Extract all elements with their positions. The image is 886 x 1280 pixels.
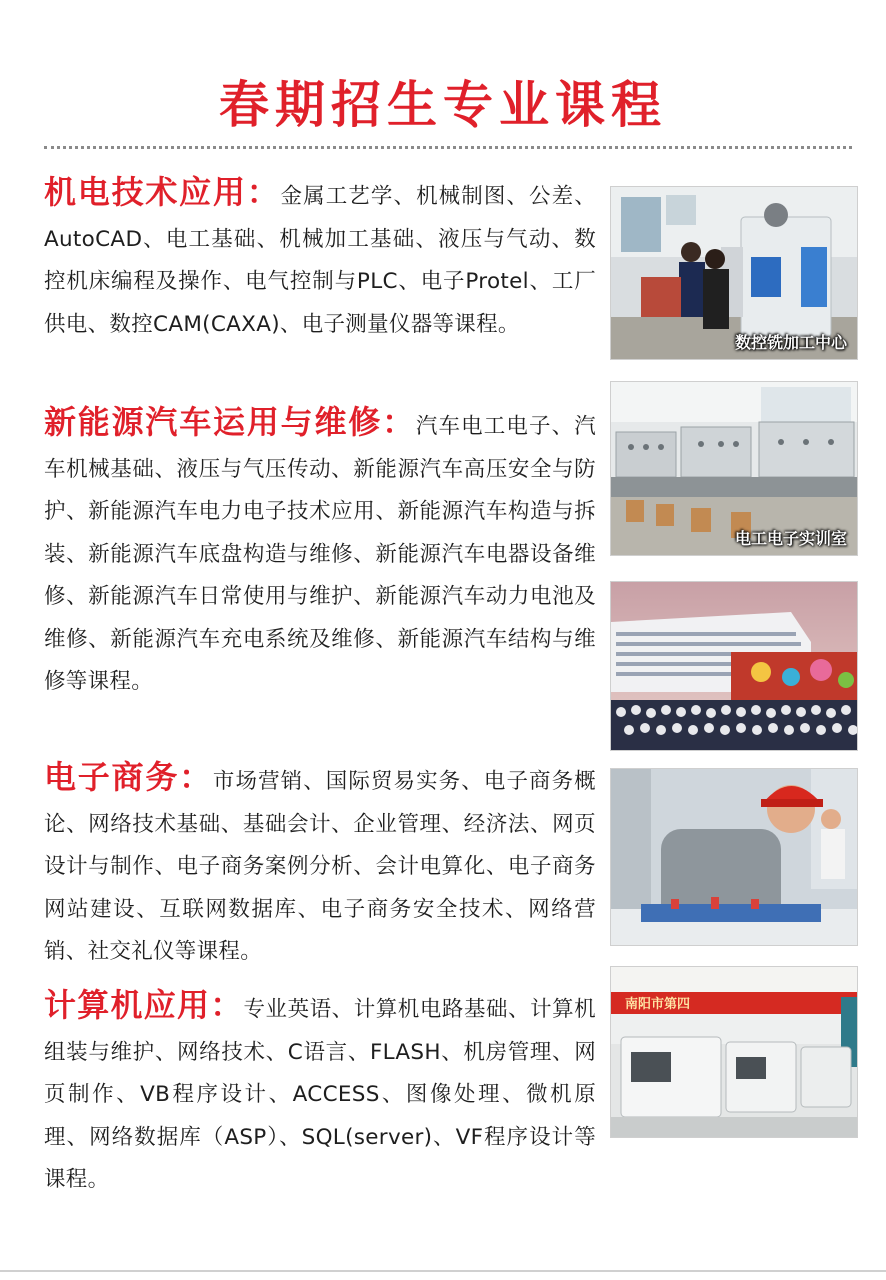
- photo-cruise-ship-group: [610, 581, 858, 751]
- section-paragraph: [44, 171, 596, 346]
- section-paragraph: [44, 401, 596, 704]
- section-e-commerce: [44, 756, 596, 974]
- photo-technician-at-workbench: [610, 768, 858, 946]
- section-computer-application: [44, 984, 596, 1202]
- photo-cnc-lathe-workshop: [610, 966, 858, 1138]
- banner-text: 南阳市第四: [625, 997, 691, 1012]
- photo-caption: 数控铣加工中心: [734, 333, 847, 352]
- section-title: 电子商务：: [44, 758, 213, 796]
- section-title: 新能源汽车运用与维修：: [44, 403, 416, 441]
- section-title: 计算机应用：: [44, 986, 244, 1024]
- bottom-divider: [0, 1270, 886, 1272]
- photo-electrical-training-room: [610, 381, 858, 556]
- section-mechatronics: [44, 171, 596, 346]
- photo-caption: 电工电子实训室: [734, 529, 847, 548]
- section-body: 金属工艺学、机械制图、公差、AutoCAD、电工基础、机械加工基础、液压与气动、数控机床编程及操作、电气控制与PLC、电子Protel、工厂供电、数控CAM(CAXA)、电子测量仪器等课程。: [44, 184, 596, 337]
- section-body: 汽车电工电子、汽车机械基础、液压与气压传动、新能源汽车高压安全与防护、新能源汽车电力电子技术应用、新能源汽车构造与拆装、新能源汽车底盘构造与维修、新能源汽车电器设备维修、新能源汽车日常使用与维护、新能源汽车动力电池及维修、新能源汽车充电系统及维修、新能源汽车结构与维修等课程。: [44, 414, 596, 694]
- section-new-energy-vehicle: [44, 401, 596, 704]
- section-body: 专业英语、计算机电路基础、计算机组装与维护、网络技术、C语言、FLASH、机房管理、网页制作、VB程序设计、ACCESS、图像处理、微机原理、网络数据库（ASP）、SQL(server)、VF程序设计等课程。: [44, 997, 596, 1192]
- section-title: 机电技术应用：: [44, 173, 281, 211]
- cruise-ship-illustration: [611, 582, 858, 751]
- section-paragraph: [44, 984, 596, 1202]
- dotted-divider: [44, 146, 852, 149]
- section-body: 市场营销、国际贸易实务、电子商务概论、网络技术基础、基础会计、企业管理、经济法、网页设计与制作、电子商务案例分析、会计电算化、电子商务网站建设、互联网数据库、电子商务安全技术、网络营销、社交礼仪等课程。: [44, 769, 596, 964]
- technician-illustration: [611, 769, 858, 946]
- section-paragraph: [44, 756, 596, 974]
- page-title: 春期招生专业课程: [219, 76, 667, 134]
- photo-cnc-milling-center: [610, 186, 858, 360]
